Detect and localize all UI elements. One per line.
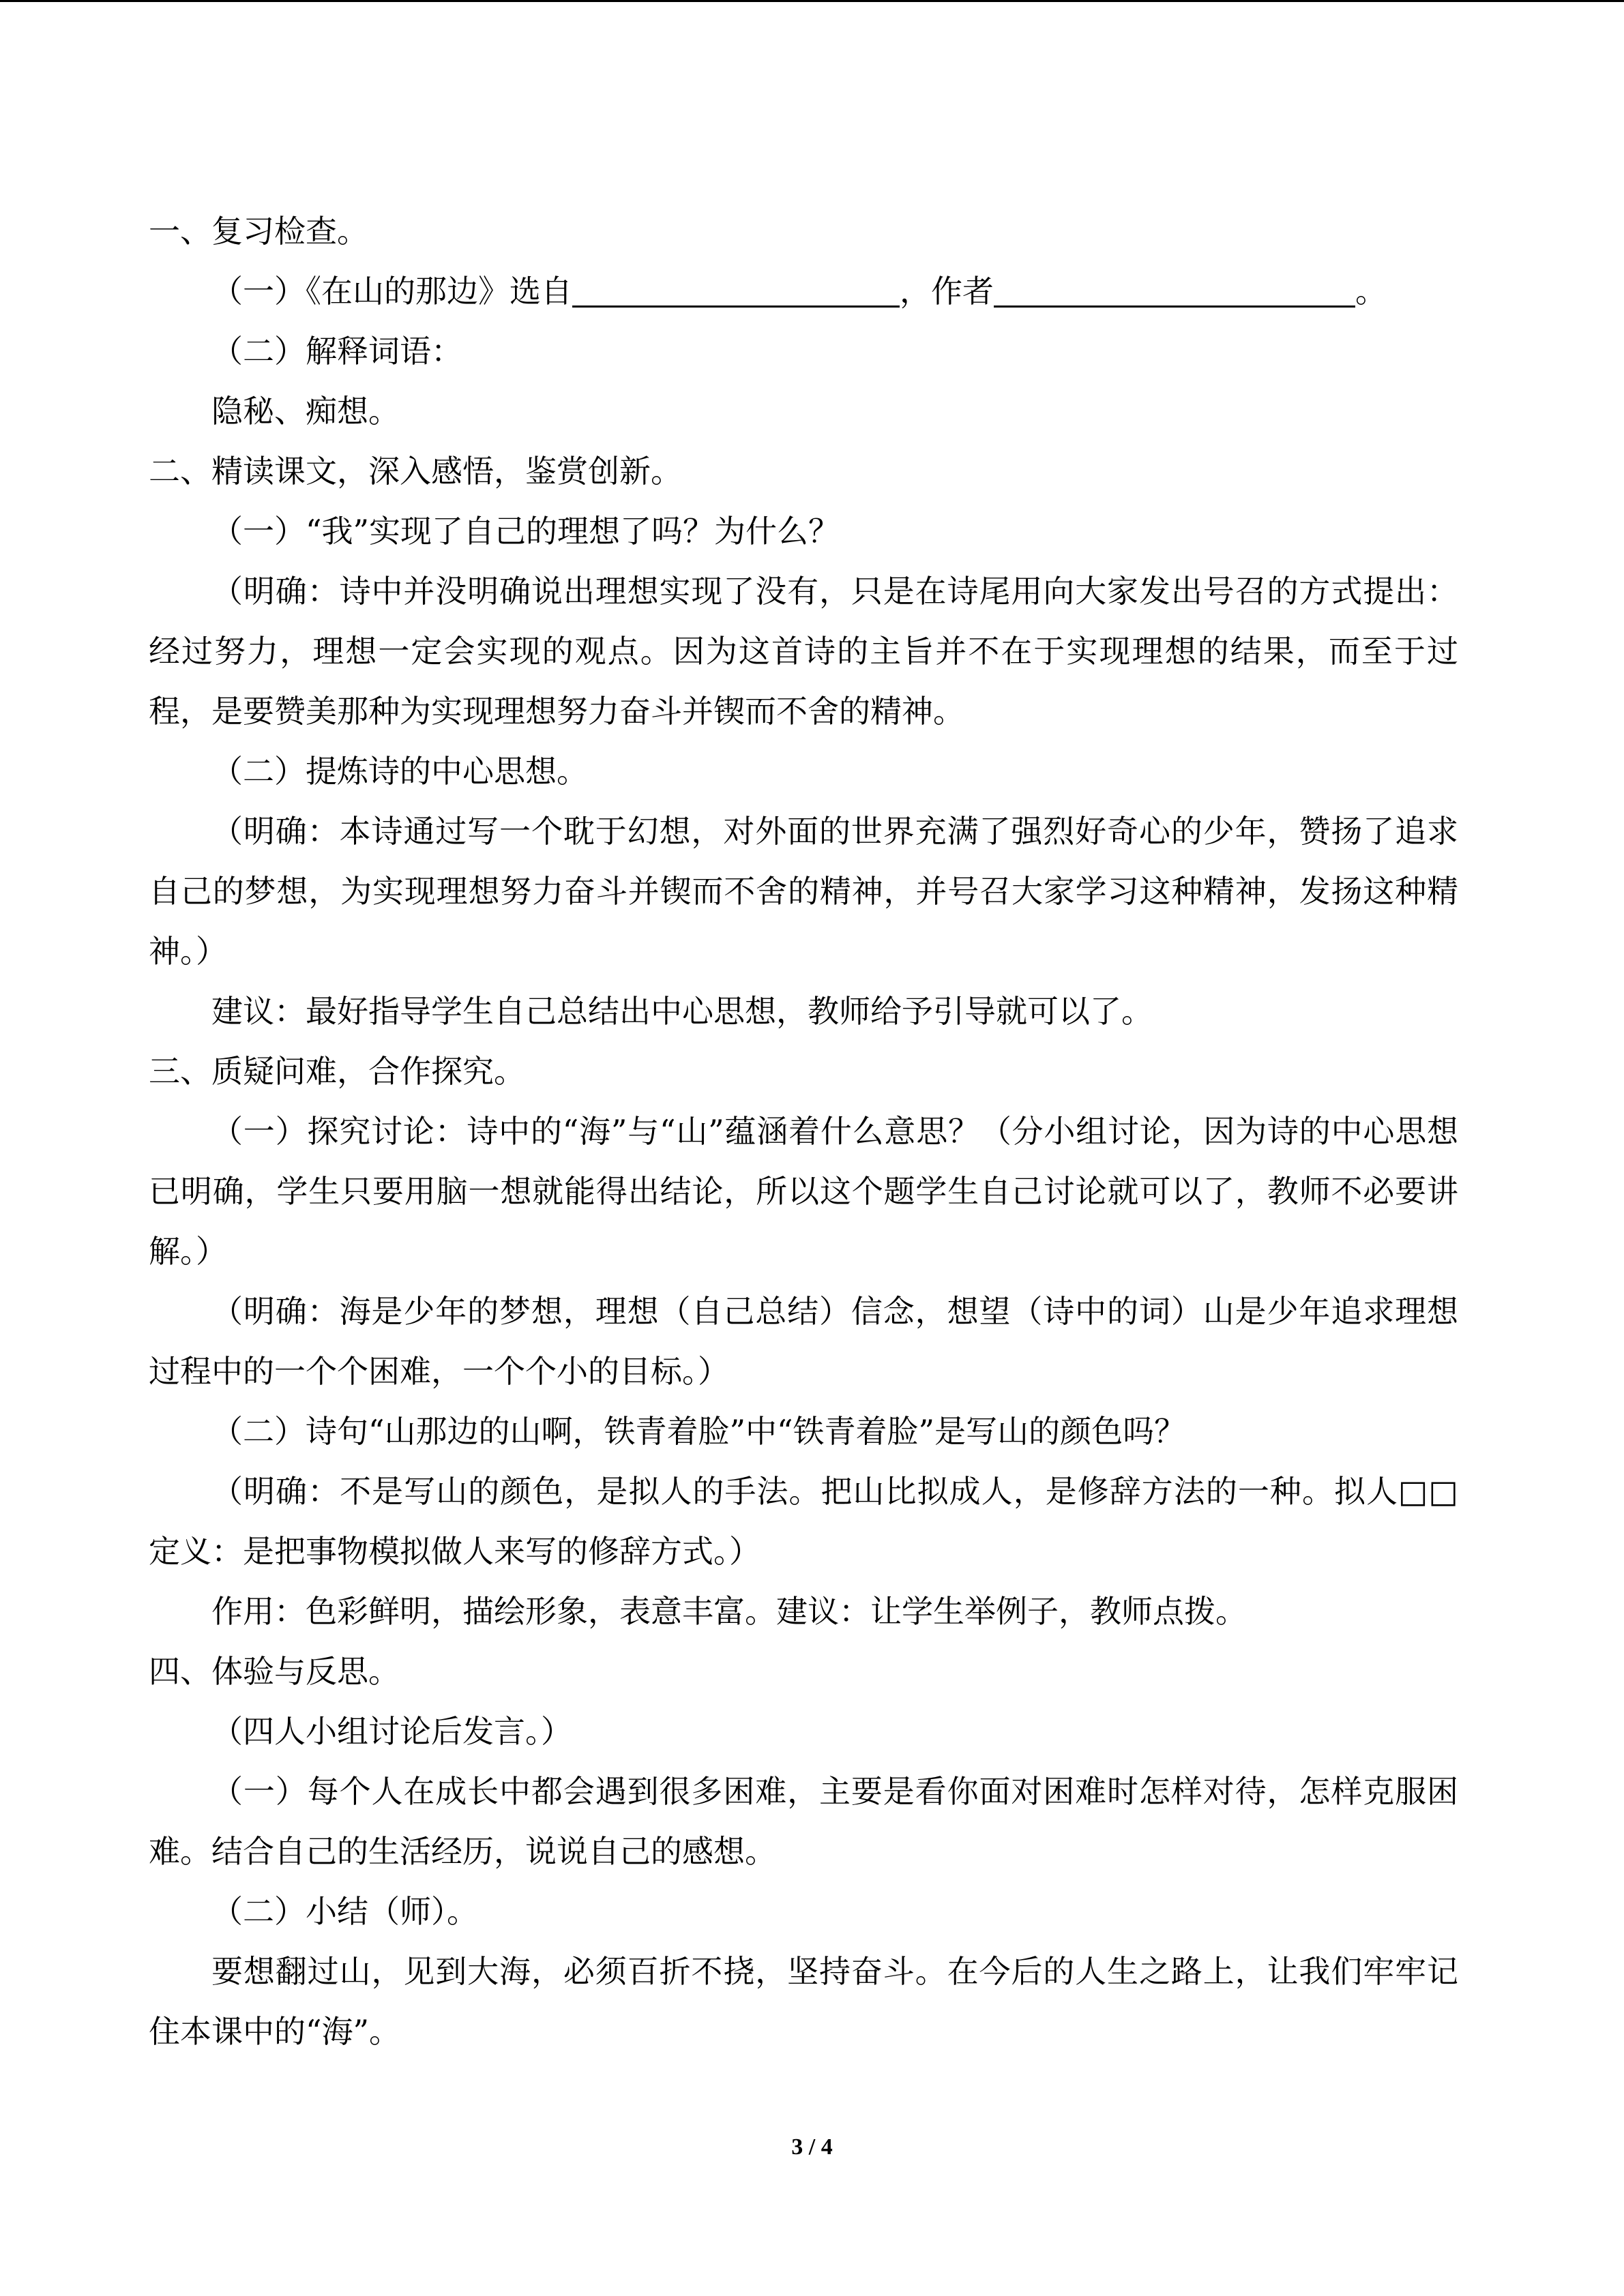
section-3-heading: 三、质疑问难，合作探究。 (149, 1053, 525, 1090)
question-mountain-color: （二）诗句“山那边的山啊，铁青着脸”中“铁青着脸”是写山的颜色吗？ (211, 1413, 1186, 1450)
summary-text: 要想翻过山，见到大海，必须百折不挠，坚持奋斗。在今后的人生之路上，让我们牢牢记住本课中的“海”。 (149, 1953, 1458, 2050)
page-number: 3 / 4 (791, 2134, 833, 2160)
document-body (149, 201, 1458, 2061)
question-end-mark: 。 (1355, 273, 1387, 310)
answer-central-idea: （明确：本诗通过写一个耽于幻想，对外面的世界充满了强烈好奇心的少年，赞扬了追求自己的梦想，为实现理想努力奋斗并锲而不舍的精神，并号召大家学习这种精神，发扬这种精神。） (149, 813, 1458, 970)
teaching-suggestion-1: 建议：最好指导学生自己总结出中心思想，教师给予引导就可以了。 (211, 993, 1153, 1030)
question-ideal-achieved: （一）“我”实现了自己的理想了吗？为什么？ (211, 513, 840, 550)
question-sea-and-mountain: （一）探究讨论：诗中的“海”与“山”蕴涵着什么意思？（分小组讨论，因为诗的中心思想已明确，学生只要用脑一想就能得出结论，所以这个题学生自己讨论就可以了，教师不必要讲解。） (149, 1113, 1458, 1270)
teaching-suggestion-2: 作用：色彩鲜明，描绘形象，表意丰富。建议：让学生举例子，教师点拨。 (211, 1593, 1247, 1630)
summary-heading: （二）小结（师）。 (211, 1893, 478, 1930)
question-source-author (149, 261, 1458, 321)
answer-mountain-color: （明确：不是写山的颜色，是拟人的手法。把山比拟成人，是修辞方法的一种。拟人□□定义：是把事物模拟做人来写的修辞方式。） (149, 1473, 1458, 1570)
question-central-idea: （二）提炼诗的中心思想。 (211, 753, 588, 790)
section-2-heading: 二、精读课文，深入感悟，鉴赏创新。 (149, 453, 682, 490)
author-blank[interactable] (994, 271, 1355, 308)
author-label: ，作者 (900, 273, 994, 310)
section-1-heading: 一、复习检查。 (149, 213, 368, 250)
group-discussion-note: （四人小组讨论后发言。） (211, 1713, 572, 1750)
question-source-label: （一）《在山的那边》选自 (211, 273, 572, 310)
section-4-heading: 四、体验与反思。 (149, 1653, 400, 1690)
source-blank[interactable] (572, 271, 900, 308)
top-border-line (0, 0, 1624, 2)
question-overcome-difficulty: （一）每个人在成长中都会遇到很多困难，主要是看你面对困难时怎样对待，怎样克服困难。结合自己的生活经历，说说自己的感想。 (149, 1773, 1458, 1870)
question-explain-words: （二）解释词语： (211, 333, 462, 370)
answer-ideal-achieved: （明确：诗中并没明确说出理想实现了没有，只是在诗尾用向大家发出号召的方式提出：经过努力，理想一定会实现的观点。因为这首诗的主旨并不在于实现理想的结果，而至于过程，是要赞美那种为实现理想努力奋斗并锲而不舍的精神。 (149, 573, 1458, 730)
answer-sea-and-mountain: （明确：海是少年的梦想，理想（自己总结）信念，想望（诗中的词）山是少年追求理想过程中的一个个困难，一个个小的目标。） (149, 1293, 1458, 1390)
vocabulary-words: 隐秘、痴想。 (211, 393, 400, 430)
